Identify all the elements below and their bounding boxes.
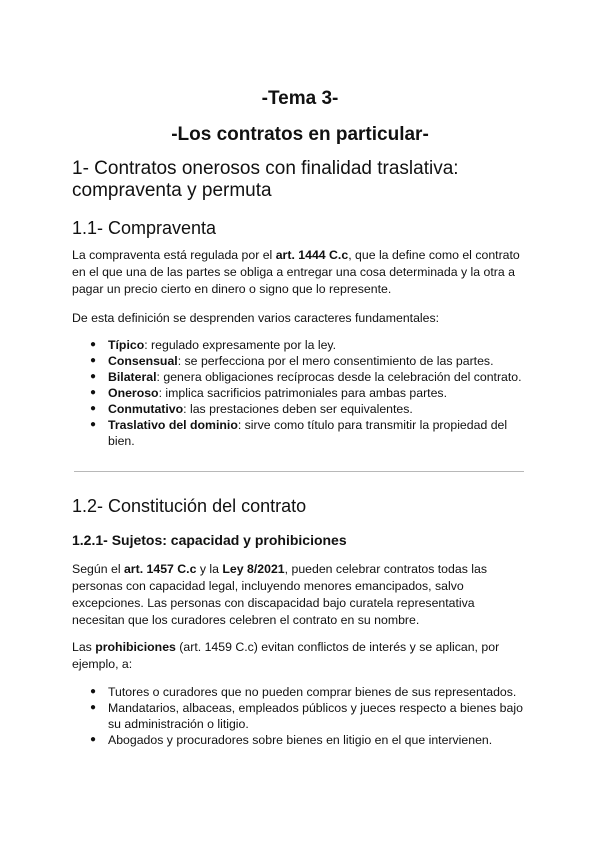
list-item-term: Típico	[108, 338, 145, 352]
document-title: -Tema 3-	[261, 88, 339, 109]
document-subtitle: -Los contratos en particular-	[171, 124, 429, 145]
list-item-text: : implica sacrificios patrimoniales para ambas partes.	[158, 386, 447, 400]
paragraph-text: , que la define como el contrato en el que una de las partes se obliga a entregar una cosa determinada y la otra a pagar un precio cierto en dinero o signo que lo represente.	[72, 248, 520, 296]
bullet-icon: ●	[90, 355, 97, 366]
bullet-icon: ●	[90, 371, 97, 382]
paragraph-text: (art. 1459 C.c) evitan conflictos de interés y se aplican, por ejemplo, a:	[72, 640, 500, 671]
list-item-term: Traslativo del dominio	[108, 418, 238, 432]
paragraph-text: Según el	[72, 562, 124, 576]
list-item	[108, 369, 528, 385]
section-heading-1-line1: 1- Contratos onerosos con finalidad traslativa:	[72, 158, 459, 179]
bullet-icon: ●	[90, 339, 97, 350]
subsection-heading-sujetos: 1.2.1- Sujetos: capacidad y prohibiciones	[72, 532, 347, 548]
paragraph-text: La compraventa está regulada por el	[72, 248, 276, 262]
list-item-text: : genera obligaciones recíprocas desde la celebración del contrato.	[156, 370, 522, 384]
list-item	[108, 417, 528, 449]
list-item-text: : las prestaciones deben ser equivalentes.	[183, 402, 413, 416]
list-item-term: Oneroso	[108, 386, 159, 400]
list-item	[108, 401, 528, 417]
legal-reference: art. 1457 C.c	[123, 562, 197, 576]
list-item: Abogados y procuradores sobre bienes en litigio en el que intervienen.	[108, 733, 493, 747]
list-item: Mandatarios, albaceas, empleados públicos y jueces respecto a bienes bajo su administración o litigio.	[108, 701, 523, 731]
legal-reference: art. 1444 C.c	[275, 248, 349, 262]
bullet-icon: ●	[90, 686, 97, 697]
bullet-icon: ●	[90, 403, 97, 414]
paragraph-text: , pueden celebrar contratos todas las personas con capacidad legal, incluyendo menores emancipados, salvo excepciones. Las personas con discapacidad bajo curatela representativa necesitan que los curadores celebren el contrato en su nombre.	[72, 562, 487, 627]
list-item	[108, 337, 528, 353]
bullet-icon: ●	[90, 702, 97, 713]
section-heading-constitucion: 1.2- Constitución del contrato	[72, 496, 307, 516]
paragraph-caracteres-intro: De esta definición se desprenden varios caracteres fundamentales:	[72, 311, 440, 325]
section-heading-compraventa: 1.1- Compraventa	[72, 218, 217, 238]
list-item-text: : sirve como título para transmitir la propiedad del bien.	[108, 418, 508, 448]
list-item-text: : se perfecciona por el mero consentimiento de las partes.	[177, 354, 494, 368]
bullet-icon: ●	[90, 387, 97, 398]
paragraph-prohibiciones	[72, 639, 524, 673]
list-item-term: Consensual	[108, 354, 178, 368]
paragraph-definicion	[72, 247, 524, 298]
legal-reference: Ley 8/2021	[222, 562, 285, 576]
emphasis-term: prohibiciones	[95, 640, 176, 654]
paragraph-text: y la	[196, 562, 223, 576]
list-item-term: Conmutativo	[108, 402, 184, 416]
horizontal-divider	[74, 471, 524, 472]
list-item	[108, 385, 528, 401]
list-item: Tutores o curadores que no pueden comprar bienes de sus representados.	[108, 685, 517, 699]
paragraph-text: Las	[72, 640, 96, 654]
bullet-icon: ●	[90, 734, 97, 745]
section-heading-1-line2: compraventa y permuta	[72, 180, 272, 201]
paragraph-sujetos	[72, 561, 524, 629]
list-item-text: : regulado expresamente por la ley.	[144, 338, 337, 352]
bullet-icon: ●	[90, 419, 97, 430]
list-item-term: Bilateral	[108, 370, 157, 384]
list-item	[108, 353, 528, 369]
